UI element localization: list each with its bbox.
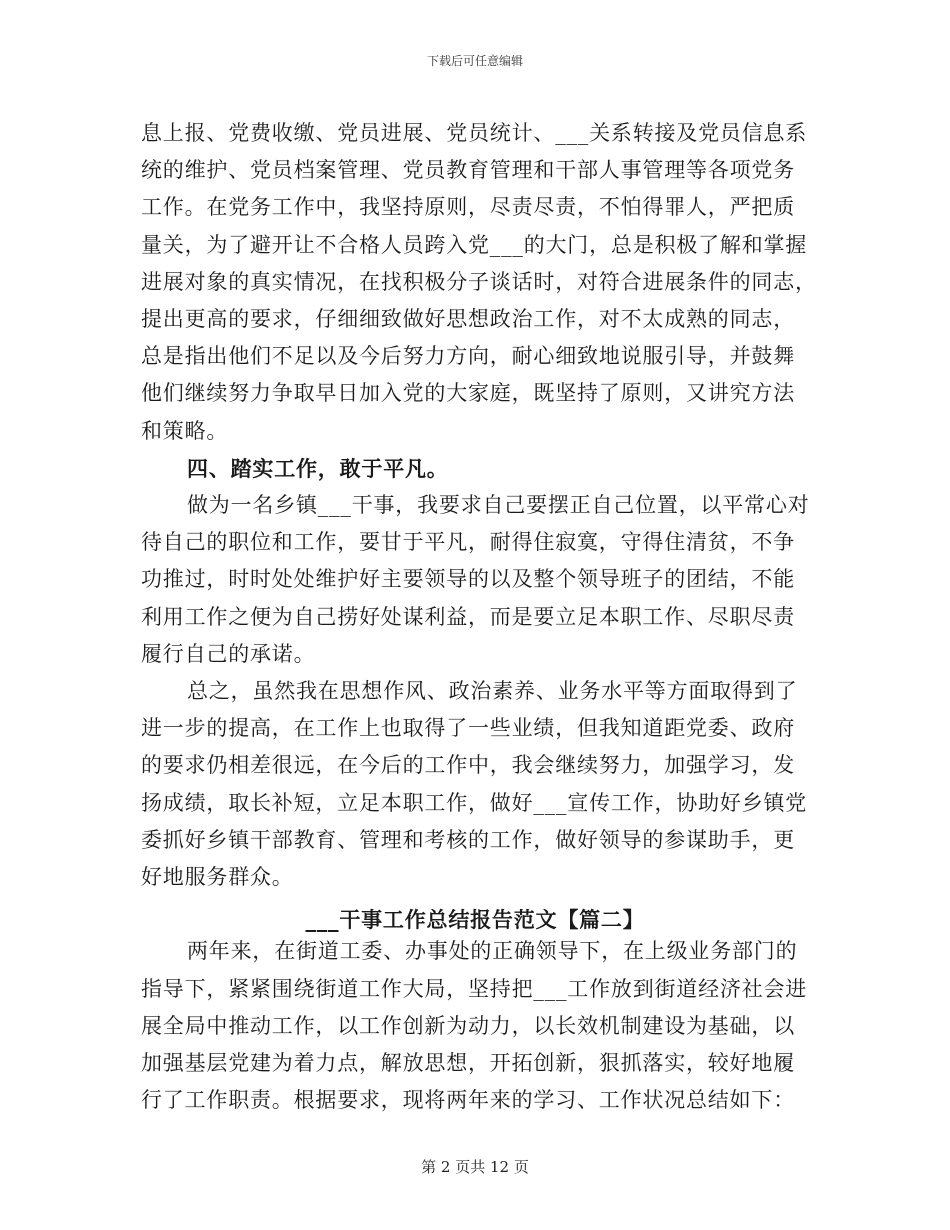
section-heading: 四、踏实工作，敢于平凡。 xyxy=(187,455,449,481)
text-line: 息上报、党费收缴、党员进展、党员统计、___关系转接及党员信息系 xyxy=(141,121,808,145)
text-line: 做为一名乡镇___干事，我要求自己要摆正自己位置，以平常心对 xyxy=(187,493,810,517)
text-line: 两年来，在街道工委、办事处的正确领导下，在上级业务部门的 xyxy=(187,939,798,964)
section-title: ___干事工作总结报告范文【篇二】 xyxy=(305,907,645,933)
text-line: 行了工作职责。根据要求，现将两年来的学习、工作状况总结如下： xyxy=(141,1088,795,1113)
text-line: 履行自己的承诺。 xyxy=(141,641,316,666)
text-line: 利用工作之便为自己捞好处谋利益，而是要立足本职工作、尽职尽责 xyxy=(141,604,795,629)
text-line: 总之，虽然我在思想作风、政治素养、业务水平等方面取得到了 xyxy=(187,679,798,703)
page-header: 下载后可任意编辑 xyxy=(426,54,523,68)
text-line: 扬成绩，取长补短，立足本职工作，做好___宣传工作，协助好乡镇党 xyxy=(141,790,808,815)
text-line: 进一步的提高，在工作上也取得了一些业绩，但我知道距党委、政府 xyxy=(141,716,795,741)
text-line: 待自己的职位和工作，要甘于平凡，耐得住寂寞，守得住清贫，不争 xyxy=(141,530,795,555)
text-line: 量关，为了避开让不合格人员跨入党___的大门，总是积极了解和掌握 xyxy=(141,232,808,257)
text-line: 指导下，紧紧围绕街道工作大局，坚持把___工作放到街道经济社会进 xyxy=(141,976,808,1001)
page-footer: 第 2 页共 12 页 xyxy=(421,1158,529,1176)
text-line: 展全局中推动工作，以工作创新为动力，以长效机制建设为基础，以 xyxy=(141,1013,795,1038)
text-line: 总是指出他们不足以及今后努力方向，耐心细致地说服引导，并鼓舞 xyxy=(141,344,795,369)
text-line: 好地服务群众。 xyxy=(141,865,294,889)
text-line: 功推过，时时处处维护好主要领导的以及整个领导班子的团结，不能 xyxy=(141,567,795,592)
text-line: 加强基层党建为着力点，解放思想，开拓创新，狠抓落实，较好地履 xyxy=(141,1051,795,1075)
text-line: 和策略。 xyxy=(141,418,229,443)
text-line: 统的维护、党员档案管理、党员教育管理和干部人事管理等各项党务 xyxy=(141,158,795,183)
text-line: 工作。在党务工作中，我坚持原则，尽责尽责，不怕得罪人，严把质 xyxy=(141,195,795,220)
text-line: 委抓好乡镇干部教育、管理和考核的工作，做好领导的参谋助手，更 xyxy=(141,827,795,852)
text-line: 的要求仍相差很远，在今后的工作中，我会继续努力，加强学习，发 xyxy=(141,753,795,778)
text-line: 他们继续努力争取早日加入党的大家庭，既坚持了原则，又讲究方法 xyxy=(141,381,795,406)
text-line: 提出更高的要求，仔细细致做好思想政治工作，对不太成熟的同志， xyxy=(141,307,795,331)
text-line: 进展对象的真实情况，在找积极分子谈话时，对符合进展条件的同志， xyxy=(141,269,817,294)
